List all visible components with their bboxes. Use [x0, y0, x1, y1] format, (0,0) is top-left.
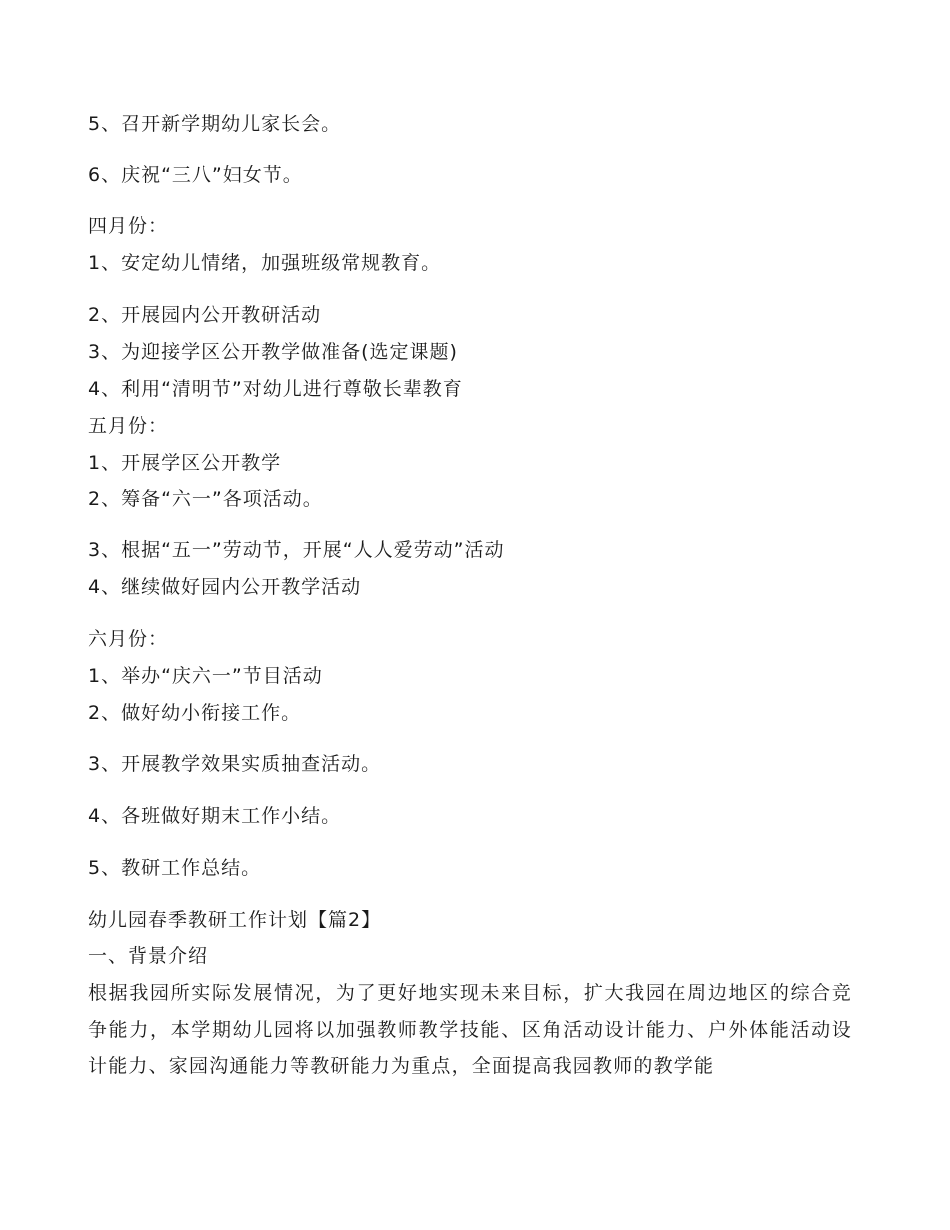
text-line: 1、安定幼儿情绪，加强班级常规教育。	[88, 252, 442, 274]
text-line: 3、根据“五一”劳动节，开展“人人爱劳动”活动	[88, 539, 505, 561]
section-heading-june: 六月份：	[88, 628, 169, 650]
section-heading-april: 四月份：	[88, 215, 169, 237]
text-line: 2、开展园内公开教研活动	[88, 304, 322, 326]
text-line: 5、教研工作总结。	[88, 857, 262, 879]
body-paragraph: 根据我园所实际发展情况，为了更好地实现未来目标，扩大我园在周边地区的综合竞争能力，本学期幼儿园将以加强教师教学技能、区角活动设计能力、户外体能活动设计能力、家园沟通能力等教研能力为重点，全面提高我园教师的教学能	[88, 982, 852, 1077]
text-line: 3、为迎接学区公开教学做准备(选定课题)	[88, 341, 458, 363]
text-line: 1、举办“庆六一”节目活动	[88, 665, 323, 687]
text-line: 4、继续做好园内公开教学活动	[88, 576, 362, 598]
section-heading-may: 五月份：	[88, 415, 169, 437]
article-title: 幼儿园春季教研工作计划【篇2】	[88, 909, 382, 931]
text-line: 1、开展学区公开教学	[88, 452, 282, 474]
text-line: 4、利用“清明节”对幼儿进行尊敬长辈教育	[88, 378, 463, 400]
text-line: 6、庆祝“三八”妇女节。	[88, 164, 303, 186]
text-line: 3、开展教学效果实质抽查活动。	[88, 753, 382, 775]
text-line: 5、召开新学期幼儿家长会。	[88, 113, 342, 135]
text-line: 4、各班做好期末工作小结。	[88, 805, 342, 827]
text-line: 2、筹备“六一”各项活动。	[88, 488, 323, 510]
section-heading-background: 一、背景介绍	[88, 945, 209, 967]
text-line: 2、做好幼小衔接工作。	[88, 702, 302, 724]
